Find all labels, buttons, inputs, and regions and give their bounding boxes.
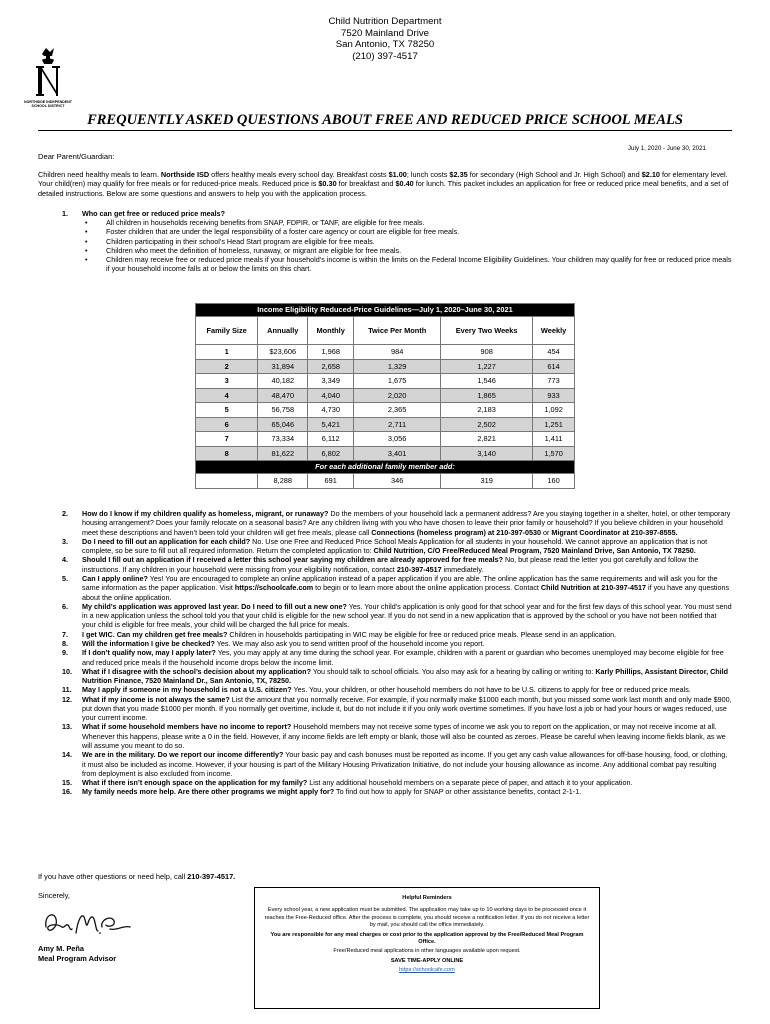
table-cell: 3,349	[308, 374, 354, 389]
table-cell: 614	[533, 359, 575, 374]
table-cell: 2,711	[354, 417, 441, 432]
table-cell: 1,570	[533, 446, 575, 461]
list-item: • Foster children that are under the legal responsibility of a foster care agency or court are eligible for free meals.	[82, 227, 732, 236]
table-cell: 1,329	[354, 359, 441, 374]
question-text: Will the information I give be checked? Yes. We may also ask you to send written proof of the household income you report.	[82, 638, 485, 648]
question-text: Should I fill out an application if I received a letter this school year saying my children are already approved for free meals? No, but please read the letter you got carefully and follow the instructions. If any children in your household were missing from your eligibility notification, contact 210-397-4517 immediately.	[82, 555, 699, 574]
list-item: • Children who meet the definition of homeless, runaway, or migrant are eligible for free meals.	[82, 246, 732, 255]
table-cell: 6,112	[308, 432, 354, 447]
closing-line: If you have other questions or need help, call 210-397-4517.	[38, 872, 236, 881]
department-name: Child Nutrition Department	[328, 16, 442, 27]
question-number: 1.	[62, 209, 68, 218]
faq-item	[38, 639, 732, 648]
table-row	[196, 417, 575, 432]
table-cell: 2	[196, 359, 258, 374]
table-cell: 773	[533, 374, 575, 389]
table-cell: 3,056	[354, 432, 441, 447]
reminder-text: Free/Reduced meal applications in other languages available upon request.	[333, 948, 521, 955]
table-cell: $23,606	[258, 345, 308, 360]
reminders-heading: Helpful Reminders	[402, 895, 452, 901]
faq-item	[38, 722, 732, 750]
table-cell: 73,334	[258, 432, 308, 447]
table-row	[196, 345, 575, 360]
department-phone: (210) 397-4517	[352, 50, 418, 62]
table-cell: 3	[196, 374, 258, 389]
column-header: Annually	[258, 317, 308, 345]
table-cell: 3,140	[441, 446, 533, 461]
helpful-reminders-box	[254, 887, 600, 1009]
table-cell: 31,894	[258, 359, 308, 374]
list-item: • All children in households receiving benefits from SNAP, FDPIR, or TANF, are eligible for free meals.	[82, 218, 732, 227]
question-number: 5.	[62, 573, 68, 583]
question-number: 2.	[62, 509, 68, 518]
sign-off: Sincerely,	[38, 891, 70, 900]
table-cell: 5,421	[308, 417, 354, 432]
signer-name: Amy M. Peña	[38, 944, 85, 953]
table-row	[196, 374, 575, 389]
table-cell: 4,040	[308, 388, 354, 403]
column-header: Monthly	[308, 317, 354, 345]
table-row	[196, 432, 575, 447]
table-cell: 40,182	[258, 374, 308, 389]
table-cell: 5	[196, 403, 258, 418]
table-cell: 2,020	[354, 388, 441, 403]
table-title: Income Eligibility Reduced-Price Guidelines—July 1, 2020–June 30, 2021	[196, 304, 575, 317]
table-cell: 933	[533, 388, 575, 403]
list-item: • Children may receive free or reduced price meals if your household’s income is within the limits on the Federal Income Eligibility Guidelines. Your children may qualify for free or reduced price meals if your household income falls at or below the limits on this chart.	[82, 255, 732, 273]
table-cell: 6	[196, 417, 258, 432]
table-cell: 2,502	[441, 417, 533, 432]
question-text: May I apply if someone in my household is not a U.S. citizen? Yes. You, your children, or other household members do not have to be U.S. citizens to apply for free or reduced price meals.	[82, 685, 691, 695]
faq-item	[38, 602, 732, 630]
question-text: What if there isn’t enough space on the application for my family? List any additional household members on a separate piece of paper, and attach it to your application.	[82, 778, 633, 788]
table-cell: 160	[533, 474, 575, 489]
table-cell: 48,470	[258, 388, 308, 403]
page-title: FREQUENTLY ASKED QUESTIONS ABOUT FREE AND REDUCED PRICE SCHOOL MEALS	[87, 112, 683, 128]
table-cell: 1,968	[308, 345, 354, 360]
table-cell: 1,411	[533, 432, 575, 447]
signature-icon	[40, 905, 140, 941]
column-header: Family Size	[196, 317, 258, 345]
reminder-text: You are responsible for any meal charges or cost prior to the application approval by the Free/Reduced Meal Program Office.	[270, 931, 584, 945]
schoolcafe-link[interactable]: https://schoolcafe.com	[399, 967, 455, 973]
table-cell: 1,227	[441, 359, 533, 374]
question-title: Who can get free or reduced price meals?	[82, 209, 225, 218]
table-cell: 984	[354, 345, 441, 360]
table-cell	[196, 474, 258, 489]
question-number: 13.	[62, 722, 72, 732]
title-divider	[38, 130, 732, 131]
question-number: 9.	[62, 648, 68, 658]
column-header: Twice Per Month	[354, 317, 441, 345]
question-text: My family needs more help. Are there other programs we might apply for? To find out how to apply for SNAP or other assistance benefits, contact 2-1-1.	[82, 787, 582, 797]
reminder-text: SAVE TIME-APPLY ONLINE	[390, 957, 464, 964]
table-cell: 1,251	[533, 417, 575, 432]
department-city: San Antonio, TX 78250	[335, 39, 435, 50]
table-cell: 2,183	[441, 403, 533, 418]
faq-item	[38, 695, 732, 723]
table-cell: 2,658	[308, 359, 354, 374]
table-cell: 6,802	[308, 446, 354, 461]
list-item: • Children participating in their school’s Head Start program are eligible for free meals.	[82, 237, 732, 246]
column-header: Weekly	[533, 317, 575, 345]
table-cell: 1,675	[354, 374, 441, 389]
table-cell: 454	[533, 345, 575, 360]
table-row	[196, 403, 575, 418]
question-1	[38, 209, 732, 274]
table-cell: 1,865	[441, 388, 533, 403]
table-cell: 4	[196, 388, 258, 403]
table-cell: 691	[308, 474, 354, 489]
faq-item	[38, 574, 732, 602]
greeting: Dear Parent/Guardian:	[38, 152, 115, 161]
faq-item	[38, 555, 732, 574]
school-year-dates: July 1, 2020 - June 30, 2021	[627, 145, 706, 152]
faq-item	[38, 778, 732, 787]
question-text: What if I disagree with the school’s decision about my application? You should talk to school officials. You also may ask for a hearing by calling or writing to: Karly Phillips, Assistant Director, Child Nutrition Finance, 7520 Mainland Dr., San Antonio, TX, 78250.	[82, 666, 729, 686]
faq-item	[38, 787, 732, 796]
table-cell: 8	[196, 446, 258, 461]
faq-item	[38, 685, 732, 694]
table-cell: 2,365	[354, 403, 441, 418]
question-number: 12.	[62, 694, 72, 704]
signer-role: Meal Program Advisor	[38, 953, 117, 963]
faq-item	[38, 509, 732, 537]
table-row	[196, 446, 575, 461]
question-text: Do I need to fill out an application for each child? No. Use one Free and Reduced Price School Meals Application for all students in your household. We cannot approve an application that is not complete, so be sure to fill out all required information. Return the completed application to: Child Nutrition, C/O Free/Reduced Meal Program, 7520 Mainland Drive, San Antonio, TX 78250.	[82, 536, 708, 556]
table-cell: 1,546	[441, 374, 533, 389]
question-number: 3.	[62, 536, 68, 546]
district-logo-text: NORTHSIDE INDEPENDENT SCHOOL DISTRICT	[24, 100, 72, 108]
department-street: 7520 Mainland Drive	[341, 27, 429, 39]
question-number: 4.	[62, 555, 68, 565]
question-number: 7.	[62, 629, 68, 639]
question-text: How do I know if my children qualify as homeless, migrant, or runaway? Do the members of your household lack a permanent address? Are you staying together in a shelter, hotel, or other temporary housing arrangement? Does your family relocate on a seasonal basis? Are any children living with you who have chosen to leave their prior family or household? If you believe children in your household meet these descriptions and haven’t been told your children will get free meals, please call Connections (homeless program) at 210-397-0530 or Migrant Coordinator at 210-397-8555.	[82, 509, 731, 537]
table-cell: 346	[354, 474, 441, 489]
table-cell: 4,730	[308, 403, 354, 418]
question-text: If I don’t qualify now, may I apply later? Yes, you may apply at any time during the school year. For example, children with a parent or guardian who becomes unemployed may become eligible for free and reduced price meals if the household income drops below the income limit.	[82, 648, 724, 667]
faq-item	[38, 750, 732, 778]
table-cell: 65,046	[258, 417, 308, 432]
reminder-text: Every school year, a new application must be submitted. The application may take up to 10 working days to be processed once it reaches the Free-Reduced office. After the process is complete, you should receive a notification letter. If you do not receive a letter by mail, you should call the office immediately.	[264, 907, 590, 929]
table-cell: 81,622	[258, 446, 308, 461]
faq-item	[38, 648, 732, 667]
table-cell: 56,758	[258, 403, 308, 418]
faq-item	[38, 667, 732, 686]
table-row	[196, 359, 575, 374]
table-row	[196, 388, 575, 403]
question-number: 14.	[62, 750, 72, 760]
income-eligibility-table	[195, 303, 575, 489]
signer-block	[38, 944, 116, 964]
table-cell: 8,288	[258, 474, 308, 489]
faq-item	[38, 537, 732, 556]
question-number: 8.	[62, 638, 68, 648]
table-cell: 1,092	[533, 403, 575, 418]
faq-item	[38, 630, 732, 639]
table-cell: 1	[196, 345, 258, 360]
question-number: 10.	[62, 666, 72, 676]
question-number: 11.	[62, 685, 72, 695]
question-text: Can I apply online? Yes! You are encouraged to complete an online application instead of a paper application if you are able. The online application has the same requirements and will ask you for the same information as the paper application. Visit https://schoolcafe.com to begin or to learn more about the online application process. Contact Child Nutrition at 210-397-4517 if you have any questions about the online application.	[82, 573, 730, 602]
table-cell: 908	[441, 345, 533, 360]
eligibility-list	[82, 218, 732, 273]
question-number: 6.	[62, 601, 68, 611]
table-cell: 3,401	[354, 446, 441, 461]
question-number: 16.	[62, 787, 72, 797]
question-text: What if some household members have no income to report? Household members may not receive some types of income we ask you to report on the application, or may not receive income at all. Whenever this happens, please write a 0 in the field. However, if any income fields are left empty or blank, those will also be counted as zeroes. Please be careful when leaving income fields blank, as we will assume you meant to do so.	[82, 722, 726, 751]
question-number: 15.	[62, 778, 72, 788]
question-text: We are in the military. Do we report our income differently? Your basic pay and cash bonuses must be reported as income. If you get any cash value allowances for off-base housing, food, or clothing, it must also be included as income. However, if your housing is part of the Military Housing Privatization Initiative, do not include your housing allowance as income. Any additional combat pay resulting from deployment is also excluded from income.	[82, 750, 728, 778]
table-cell: 319	[441, 474, 533, 489]
additional-member-label: For each additional family member add:	[196, 461, 575, 474]
faq-list	[38, 509, 732, 797]
table-cell: 2,821	[441, 432, 533, 447]
question-text: My child’s application was approved last year. Do I need to fill out a new one? Yes. Your child’s application is only good for that school year and for the first few days of this school year. You must send in a new application unless the school told you that your child is eligible for the new school year. If you do not send in a new application that is approved by the school or you have not been notified that your child is eligible for free meals, your child will be charged the full price for meals.	[82, 601, 732, 630]
table-cell: 7	[196, 432, 258, 447]
question-text: What if my income is not always the same? List the amount that you normally receive. For example, if you normally make $1000 each month, but you missed some work last month and only made $900, put down that you made $1000 per month. If you normally get overtime, include it, but do not include it if you only work overtime sometimes. If you have lost a job or had your hours or wages reduced, use your current income.	[82, 694, 732, 723]
intro-paragraph: Children need healthy meals to learn. Northside ISD offers healthy meals every school day. Breakfast costs $1.00; lunch costs $2.35 for secondary (High School and Jr. High School) and $2.10 for elementary level. Your child(ren) may qualify for free meals or for reduced-price meals. Reduced price is $0.30 for breakfast and $0.40 for lunch. This packet includes an application for free or reduced price meal benefits, and a set of detailed instructions. Below are some questions and answers to help you with the application process.	[38, 170, 729, 198]
department-header	[0, 16, 770, 62]
question-text: I get WIC. Can my children get free meals? Children in households participating in WIC may be eligible for free or reduced price meals. Please send in an application.	[82, 629, 617, 639]
column-header: Every Two Weeks	[441, 317, 533, 345]
